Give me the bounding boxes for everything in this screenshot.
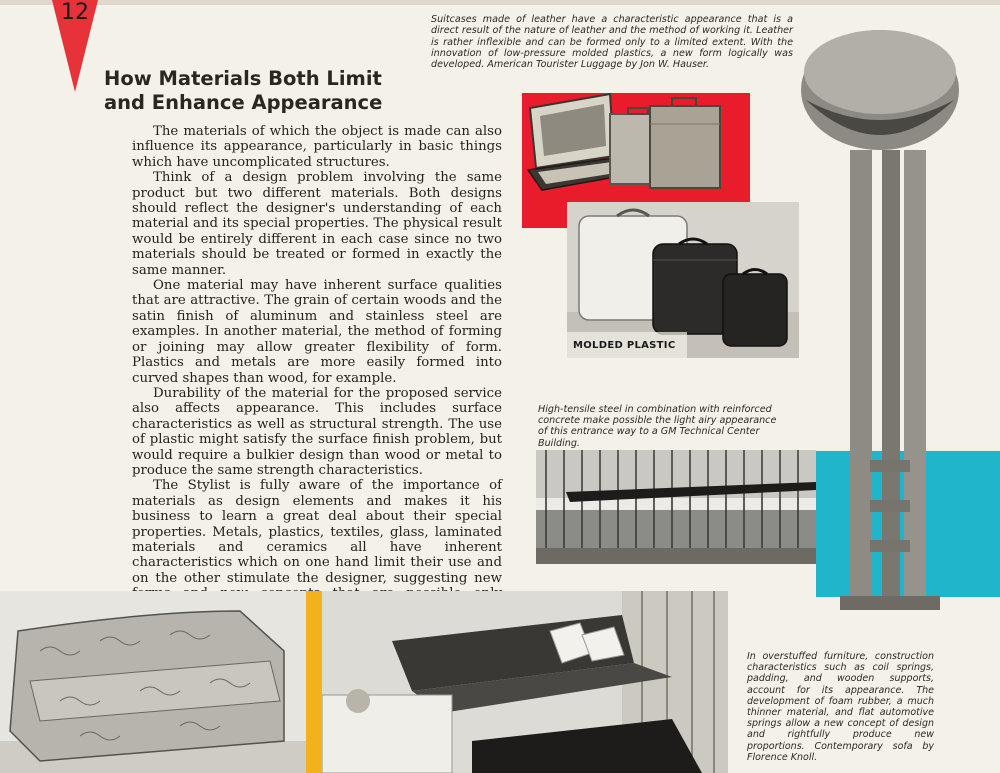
sofa-caption: In overstuffed furniture, construction characteristics such as coil springs, padding, and wooden supports, account for its appearance. The development of foam rubber, a much thinner material, and flat automotive springs allow a new concept of design and rightfully produce new proportions. Contemporary sofa by Florence Knoll. (747, 651, 934, 763)
water-tower-photo (800, 0, 1000, 615)
page-number: 12 (61, 0, 89, 25)
leather-luggage-photo (522, 86, 752, 196)
page-title (104, 67, 424, 115)
luggage-caption: Suitcases made of leather have a characteristic appearance that is a direct result of the nature of leather and the method of working it. Leather is rather inflexible and can be formed only to a limited extent. With the innovation of low-pressure molded plastics, a new form logically was developed. American Tourister Luggage by Jon W. Hauser. (431, 14, 793, 71)
molded-plastic-label: MOLDED PLASTIC (573, 340, 676, 351)
contemporary-sofa-photo (322, 591, 728, 773)
steel-caption: High-tensile steel in combination with reinforced concrete make possible the light airy appearance of this entrance way to a GM Technical Center Building. (538, 404, 777, 449)
article-body (132, 124, 502, 648)
page-title-line-1: How Materials Both Limit (104, 67, 382, 90)
gm-technical-center-photo (536, 450, 816, 564)
overstuffed-sofa-photo (0, 591, 306, 773)
body-paragraph: Durability of the material for the proposed service also affects appearance. This includes surface characteristics as well as structural strength. The use of plastic might satisfy the surface finish problem, but would require a bulkier design than wood or metal to produce the same strength characteristics. (132, 385, 502, 478)
page-title-line-2: and Enhance Appearance (104, 91, 383, 114)
body-paragraph: The Stylist is fully aware of the importance of materials as design elements and makes it his business to learn a great deal about their special properties. Metals, plastics, textiles, glass, laminated materials and ceramics all have inherent characteristics which on one hand limit their use and on the other stimulate the designer, suggesting new (132, 478, 502, 586)
yellow-accent-strip (306, 591, 322, 773)
body-paragraph: Think of a design problem involving the same product but two different materials. Both designs should reflect the designer's understanding of each material and its special properties. The physical result would be entirely different in each case since no two materials should be treated or formed in exactly the same manner. (132, 170, 502, 278)
body-paragraph: The materials of which the object is made can also influence its appearance, particularly in basic things which have uncomplicated structures. (132, 124, 502, 170)
body-paragraph: One material may have inherent surface qualities that are attractive. The grain of certain woods and the satin finish of aluminum and stainless steel are examples. In another material, the method of forming or joining may allow greater flexibility of form. Plastics and metals are more easily formed into curved shapes than wood, for example. (132, 278, 502, 386)
molded-plastic-luggage-photo (567, 202, 799, 358)
